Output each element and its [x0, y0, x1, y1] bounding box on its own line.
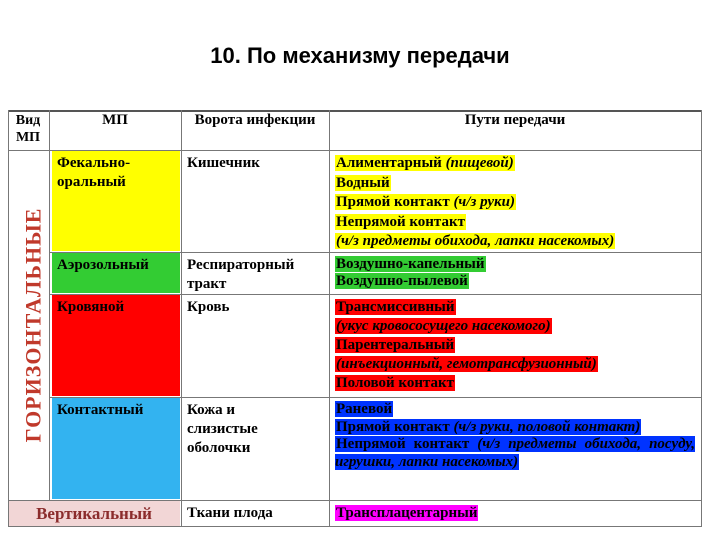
col-divider	[49, 110, 50, 501]
row-blood-mp: Кровяной	[52, 295, 180, 396]
col-divider	[181, 110, 182, 527]
puti-line: Трансплацентарный	[336, 505, 478, 521]
table-bottom-border	[8, 526, 701, 527]
table-top-border	[8, 110, 701, 112]
header-puti: Пути передачи	[464, 112, 566, 128]
puti-line: Прямой контакт (ч/з руки)	[336, 194, 515, 210]
row-vertical-mp: Вертикальный	[8, 501, 180, 526]
puti-line: Непрямой контакт (ч/з предметы обихода, посуду, игрушки, лапки насекомых)	[335, 436, 695, 470]
row-aerosol-mp: Аэрозольный	[52, 253, 180, 293]
row-divider	[50, 252, 701, 253]
row-aerosol-vorota: Респираторный тракт	[187, 257, 295, 292]
header-vorota: Ворота инфекции	[194, 112, 316, 128]
row-divider	[50, 397, 701, 398]
row-contact-vorota: Кожа и слизистые оболочки	[187, 402, 258, 456]
header-vid: Вид МП	[15, 113, 41, 145]
row-blood-puti	[330, 295, 700, 396]
puti-line: (ч/з предметы обихода, лапки насекомых)	[336, 233, 615, 249]
puti-line: (укус кровососущего насекомого)	[336, 318, 551, 334]
row-contact-mp: Контактный	[52, 398, 180, 499]
puti-line: Воздушно-капельный	[336, 256, 485, 272]
puti-line: Трансмиссивный	[336, 299, 455, 315]
puti-line: Водный	[336, 174, 390, 191]
row-vertical-vorota: Ткани плода	[187, 505, 273, 521]
row-fecal-oral-puti	[330, 151, 700, 251]
row-fecal-oral-mp: Фекально-оральный	[52, 151, 180, 251]
puti-line: Раневой	[336, 401, 393, 417]
row-aerosol-puti	[330, 253, 700, 293]
slide-title: 10. По механизму передачи	[210, 43, 510, 68]
puti-line: Непрямой контакт	[336, 213, 465, 230]
puti-line: Алиментарный (пищевой)	[336, 155, 514, 171]
side-label-horizontal: ГОРИЗОНТАЛЬНЫЕ	[20, 207, 45, 443]
side-label-wrap	[18, 150, 48, 500]
puti-line: (инъекционный, гемотрансфузионный)	[336, 356, 597, 372]
header-bottom-border	[8, 150, 701, 151]
header-mp: МП	[102, 112, 128, 128]
puti-line: Воздушно-пылевой	[336, 273, 468, 289]
col-divider	[329, 110, 330, 527]
row-vertical-puti	[330, 501, 700, 526]
table-right-border	[701, 110, 702, 527]
row-fecal-oral-vorota: Кишечник	[187, 155, 260, 171]
row-divider	[8, 500, 701, 501]
row-blood-vorota: Кровь	[187, 299, 230, 315]
row-contact-puti	[330, 398, 700, 499]
puti-line: Прямой контакт (ч/з руки, половой контакт)	[336, 418, 641, 435]
puti-line: Парентеральный	[336, 337, 455, 353]
row-divider	[50, 294, 701, 295]
table-left-border	[8, 110, 9, 527]
puti-line: Половой контакт	[336, 375, 455, 391]
